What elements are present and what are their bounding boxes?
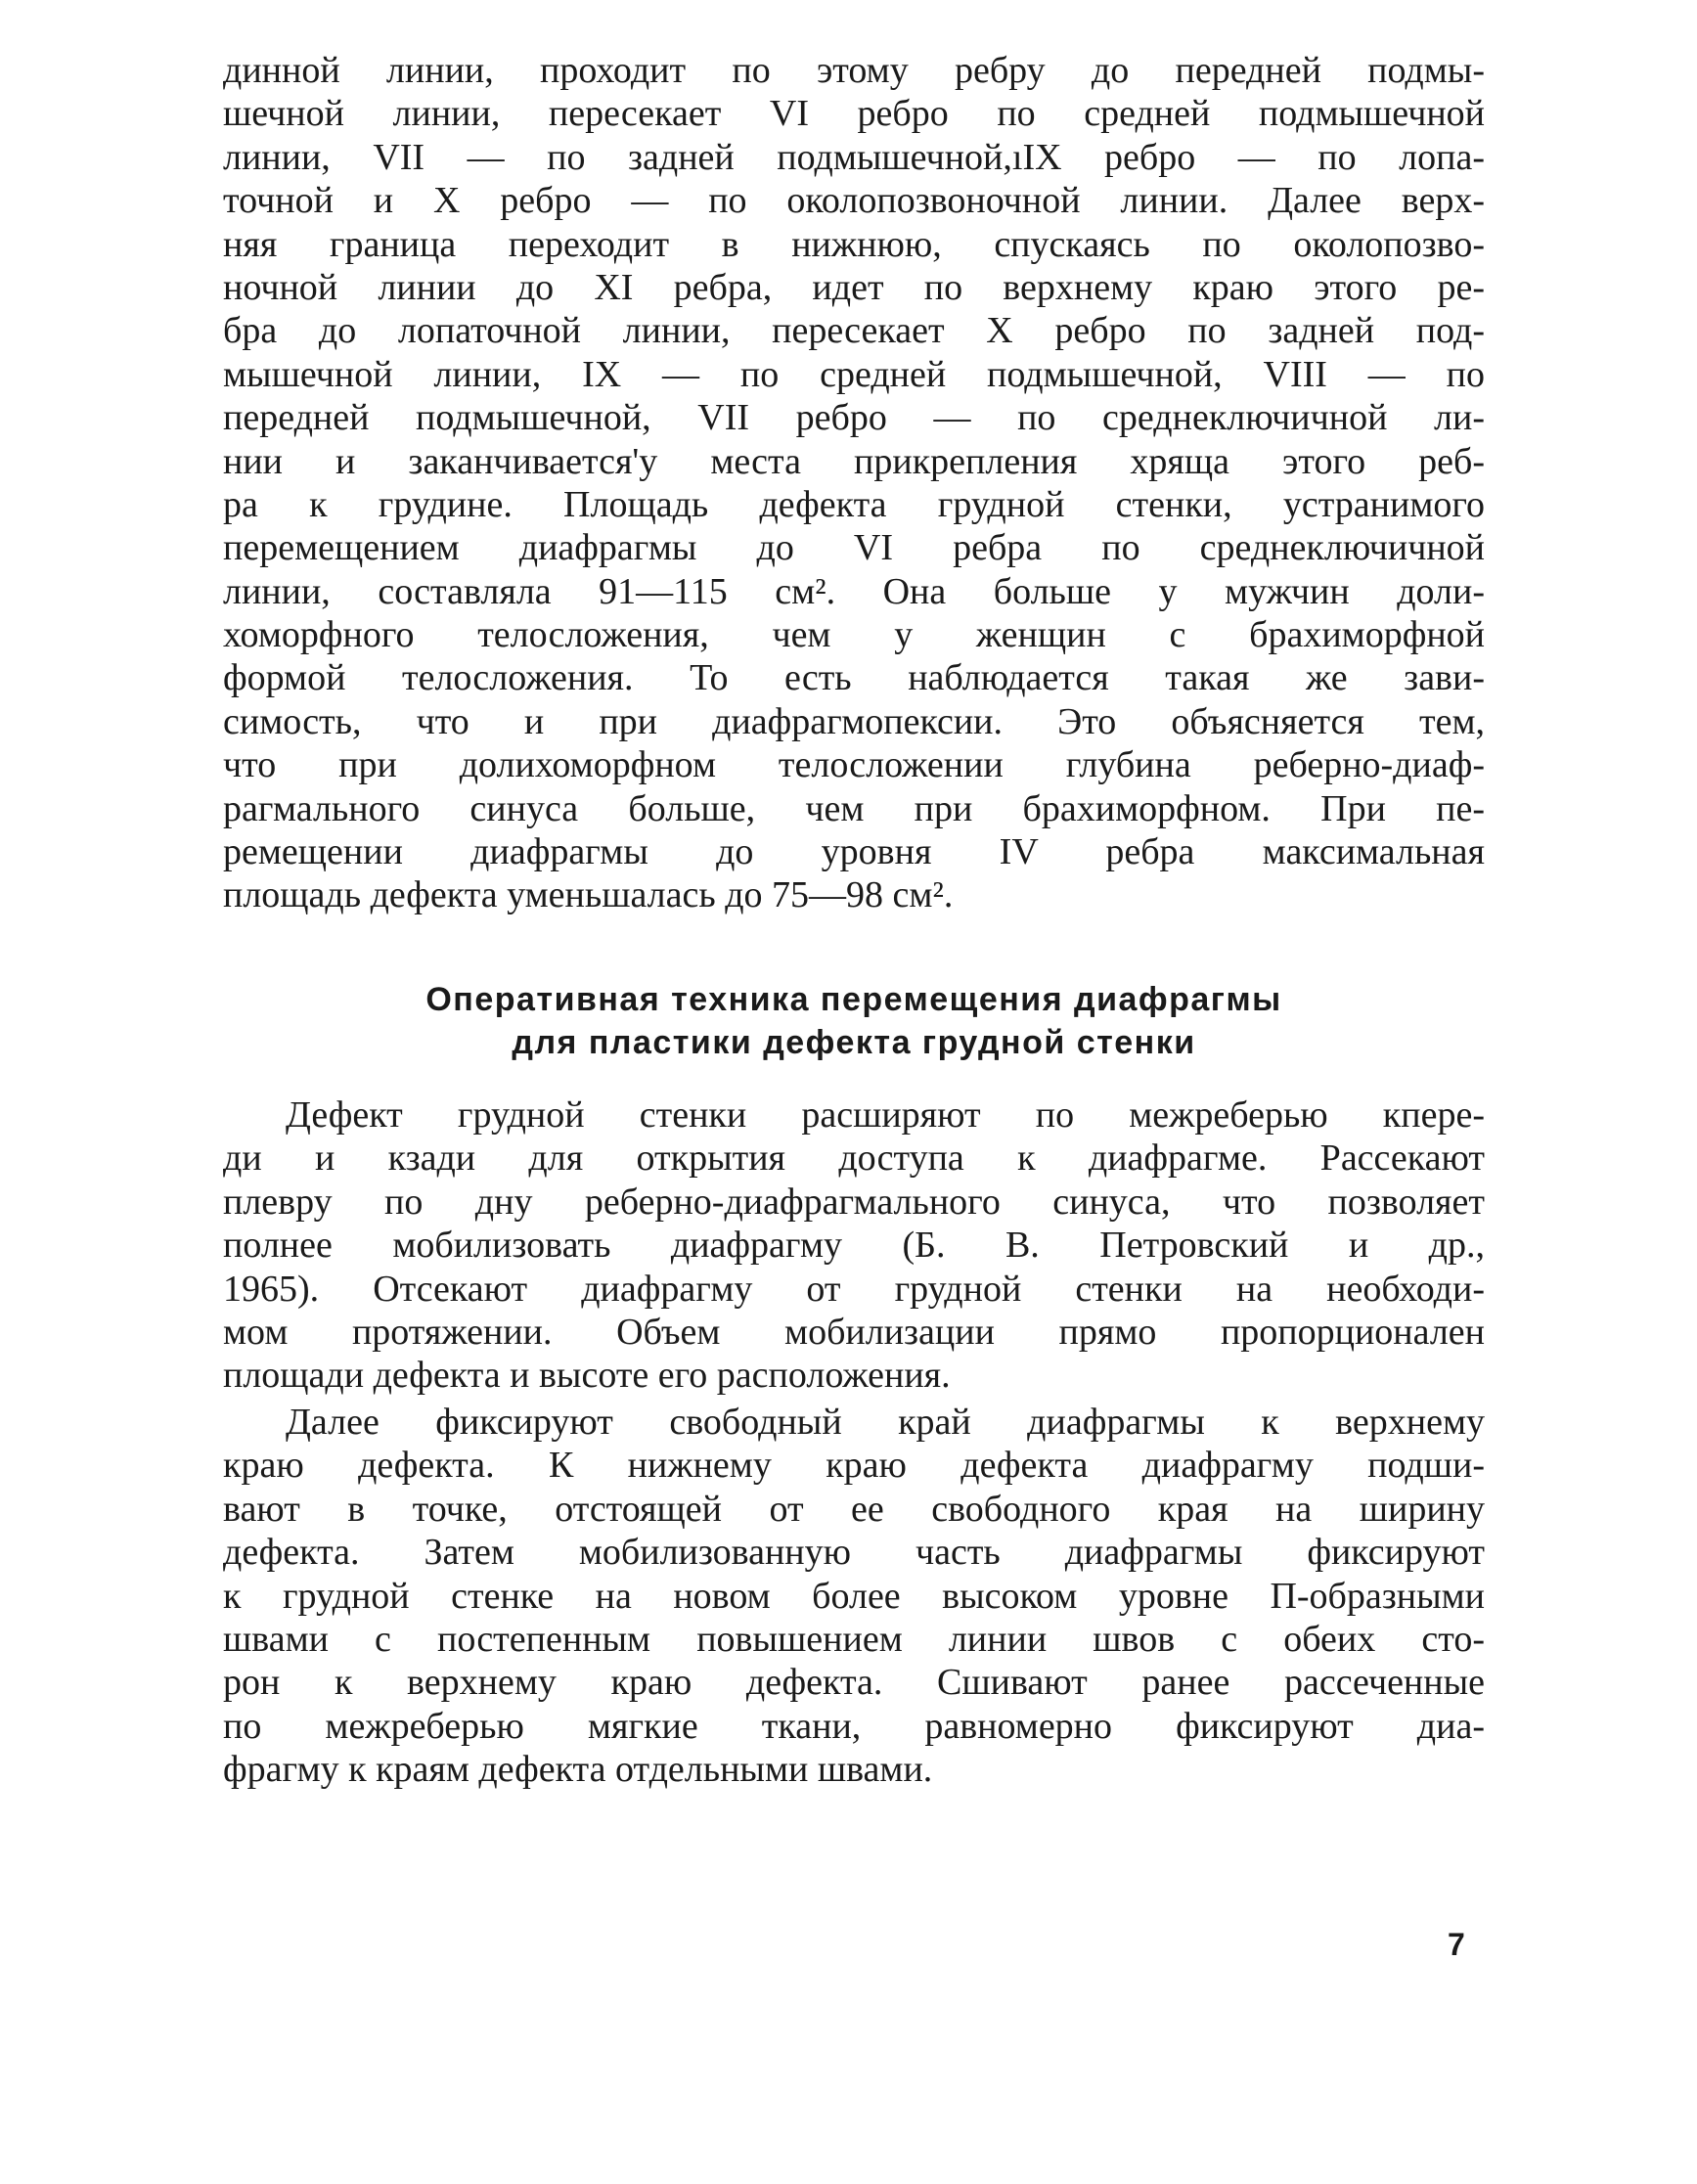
text-line: площади дефекта и высоте его расположения. <box>223 1355 951 1397</box>
text-line: плевру по дну реберно-диафрагмального синуса, что позволяет <box>223 1181 1485 1223</box>
text-line: перемещением диафрагмы до VI ребра по среднеключичной <box>223 527 1485 569</box>
text-line: краю дефекта. К нижнему краю дефекта диафрагму подши- <box>223 1445 1485 1487</box>
text-line: Дефект грудной стенки расширяют по межреберью кпере- <box>286 1094 1485 1136</box>
text-line: площадь дефекта уменьшалась до 75—98 см². <box>223 874 954 916</box>
text-line: ди и кзади для открытия доступа к диафрагме. Рассекают <box>223 1137 1485 1180</box>
text-line: динной линии, проходит по этому ребру до передней подмы- <box>223 50 1485 91</box>
text-line: нии и заканчивается'у места прикрепления хряща этого реб- <box>223 440 1485 482</box>
text-line: дефекта. Затем мобилизованную часть диафрагмы фиксируют <box>223 1532 1485 1574</box>
page-number: 7 <box>1448 1927 1465 1962</box>
text-line: 1965). Отсекают диафрагму от грудной стенки на необходи- <box>223 1268 1485 1310</box>
text-line: симость, что и при диафрагмопексии. Это объясняется тем, <box>223 700 1485 742</box>
text-line: мом протяжении. Объем мобилизации прямо пропорционален <box>223 1311 1485 1353</box>
paragraph-fixation <box>223 1401 1485 1792</box>
text-line: рон к верхнему краю дефекта. Сшивают ранее рассеченные <box>223 1662 1485 1704</box>
text-line: швами с постепенным повышением линии швов с обеих сто- <box>223 1618 1485 1660</box>
paragraph-continuation <box>223 49 1485 917</box>
text-line: линии, составляла 91—115 см². Она больше у мужчин доли- <box>223 570 1485 612</box>
text-line: ночной линии до XI ребра, идет по верхнему краю этого ре- <box>223 266 1485 308</box>
text-line: что при долихоморфном телосложении глубина реберно-диаф- <box>223 744 1485 786</box>
text-line: полнее мобилизовать диафрагму (Б. В. Петровский и др., <box>223 1225 1485 1267</box>
paragraph-mobilization <box>223 1093 1485 1398</box>
section-heading-line: для пластики дефекта грудной стенки <box>512 1024 1196 1061</box>
text-line: точной и X ребро — по околопозвоночной линии. Далее верх- <box>223 180 1485 222</box>
text-line: мышечной линии, IX — по средней подмышечной, VIII — по <box>223 353 1485 395</box>
text-line: передней подмышечной, VII ребро — по среднеключичной ли- <box>223 397 1485 439</box>
section-heading-line: Оперативная техника перемещения диафрагмы <box>425 981 1282 1018</box>
text-line: Далее фиксируют свободный край диафрагмы к верхнему <box>286 1402 1485 1443</box>
text-line: вают в точке, отстоящей от ее свободного края на ширину <box>223 1488 1485 1530</box>
text-line: фрагму к краям дефекта отдельными швами. <box>223 1749 933 1791</box>
text-line: хоморфного телосложения, чем у женщин с брахиморфной <box>223 614 1485 656</box>
text-line: по межреберью мягкие ткани, равномерно фиксируют диа- <box>223 1705 1485 1747</box>
text-line: бра до лопаточной линии, пересекает X ребро по задней под- <box>223 310 1485 352</box>
text-line: ра к грудине. Площадь дефекта грудной стенки, устранимого <box>223 483 1485 525</box>
text-line: линии, VII — по задней подмышечной,ıIX ребро — по лопа- <box>223 136 1485 178</box>
text-line: няя граница переходит в нижнюю, спускаясь по околопозво- <box>223 223 1485 265</box>
text-line: шечной линии, пересекает VI ребро по средней подмышечной <box>223 93 1485 135</box>
text-line: формой телосложения. То есть наблюдается такая же зави- <box>223 657 1485 699</box>
text-line: к грудной стенке на новом более высоком уровне П-образными <box>223 1575 1485 1617</box>
section-heading <box>223 978 1485 1064</box>
text-line: рагмального синуса больше, чем при брахиморфном. При пе- <box>223 787 1485 829</box>
text-line: ремещении диафрагмы до уровня IV ребра максимальная <box>223 831 1485 873</box>
